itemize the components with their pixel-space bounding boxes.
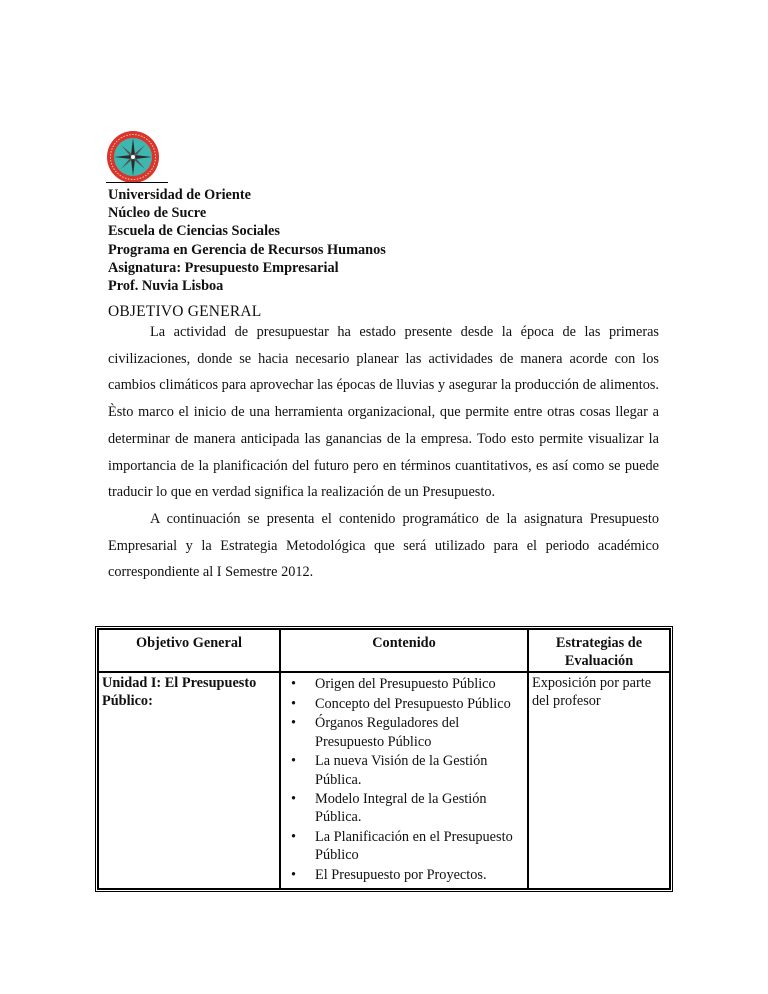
contents-list bbox=[285, 675, 523, 884]
list-item: • Origen del Presupuesto Público bbox=[285, 675, 523, 693]
school-name: Escuela de Ciencias Sociales bbox=[108, 223, 280, 240]
list-item: • La nueva Visión de la Gestión Pública. bbox=[285, 752, 523, 788]
list-item: • Modelo Integral de la Gestión Pública. bbox=[285, 790, 523, 826]
header-contenido: Contenido bbox=[280, 629, 528, 672]
section-title: OBJETIVO GENERAL bbox=[108, 303, 262, 320]
program-table bbox=[95, 626, 673, 892]
list-item: • El Presupuesto por Proyectos. bbox=[285, 866, 523, 884]
university-seal-logo bbox=[106, 130, 160, 184]
university-name: Universidad de Oriente bbox=[108, 187, 251, 203]
nucleus-name: Núcleo de Sucre bbox=[108, 205, 207, 222]
contents-cell bbox=[280, 672, 528, 889]
list-item: • Órganos Reguladores del Presupuesto Público bbox=[285, 714, 523, 750]
institution-header bbox=[108, 186, 386, 295]
program-name: Programa en Gerencia de Recursos Humanos bbox=[108, 241, 386, 258]
paragraph-continuation: A continuación se presenta el contenido programático de la asignatura Presupuesto Empresarial y la Estrategia Metodológica que será utilizado para el periodo académico correspondiente al I Semestre 2012. bbox=[108, 510, 659, 581]
logo-underline bbox=[106, 182, 168, 183]
subject-name: Asignatura: Presupuesto Empresarial bbox=[108, 259, 339, 276]
evaluation-cell: Exposición por parte del profesor bbox=[528, 672, 670, 889]
professor-name: Prof. Nuvia Lisboa bbox=[108, 278, 224, 295]
paragraph-intro: La actividad de presupuestar ha estado presente desde la época de las primeras civilizaciones, donde se hacia necesario planear las actividades de manera acorde con los cambios climáticos para aprovechar las épocas de lluvias y asegurar la producción de alimentos. Èsto marco el inicio de una herramienta organizacional, que permite entre otras cosas llegar a determinar de manera anticipada las ganancias de la empresa. Todo esto permite visualizar la importancia de la planificación del futuro pero en términos cuantitativos, es así como se puede traducir lo que en verdad significa la realización de un Presupuesto. bbox=[108, 324, 659, 501]
header-estrategias: Estrategias de Evaluación bbox=[528, 629, 670, 672]
table-header-row bbox=[98, 629, 670, 672]
table-row bbox=[98, 672, 670, 889]
list-item: • Concepto del Presupuesto Público bbox=[285, 695, 523, 713]
body-text bbox=[108, 319, 659, 586]
list-item: • La Planificación en el Presupuesto Público bbox=[285, 828, 523, 864]
unit-cell: Unidad I: El Presupuesto Público: bbox=[98, 672, 280, 889]
header-objetivo: Objetivo General bbox=[98, 629, 280, 672]
